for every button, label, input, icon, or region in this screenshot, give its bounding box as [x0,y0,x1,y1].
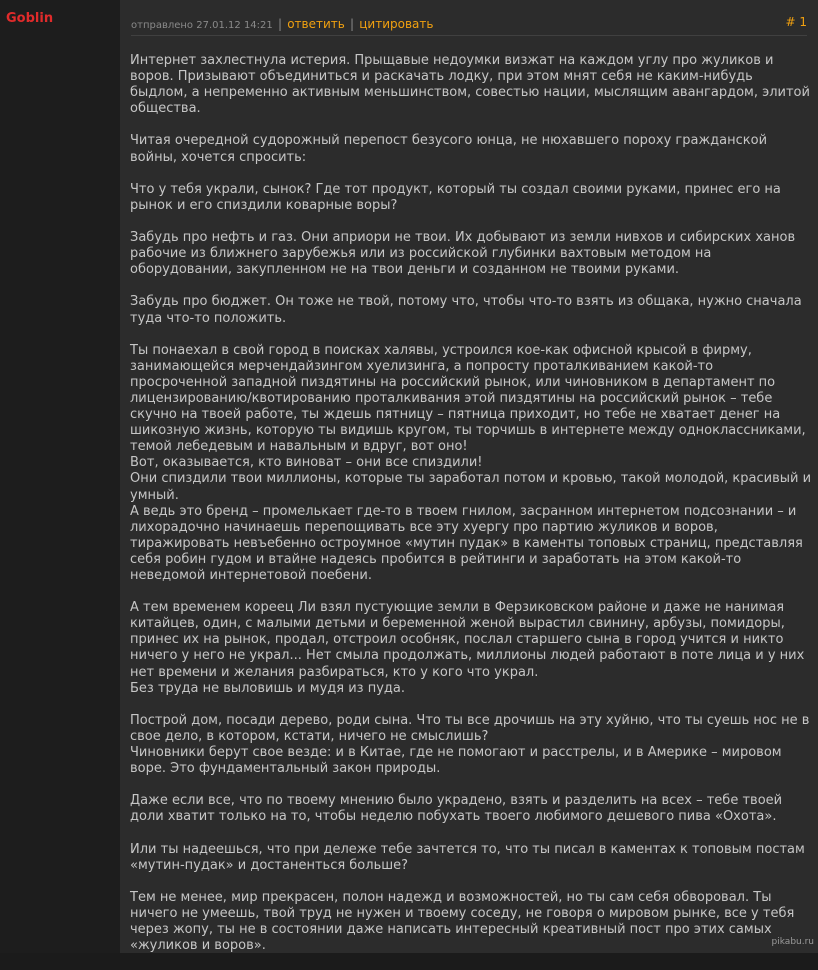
paragraph: Или ты надеешься, что при дележе тебе зачтется то, что ты писал в каментах к топовым постам «мутин-пудак» и достаненться больше? [130,841,805,873]
watermark: pikabu.ru [771,937,814,947]
reply-link[interactable]: ответить [287,17,345,31]
post-date: отправлено 27.01.12 14:21 [131,20,273,31]
post-number-link[interactable]: # 1 [785,15,807,29]
paragraph: Даже если все, что по твоему мнению было украдено, взять и разделить на всех – тебе твоей доли хватит только на то, чтобы неделю побухать твоего любимого дешевого пива «Охота». [130,793,783,825]
paragraph: Ты понаехал в свой город в поисках халявы, устроился кое-как офисной крысой в фирму, занимающейся мерчендайзингом хуелизинга, а попросту проталкиванием какой-то просроченной западной пиздятины на российский рынок, или чиновником в департамент по лицензированию/квотированию проталкивания этой пиздятины на российский рынок – тебе скучно на твоей работе, ты ждешь пятницу – пятница приходит, но тебе не хватает денег на шикозную жизнь, которую ты видишь кругом, ты торчишь в интернете между одноклассниками, темой лебедевым и навальным и вдруг, вот оно! Вот, оказывается, кто виноват – они все спиздили! Они спиздили твои миллионы, которые ты заработал потом и кровью, такой молодой, красивый и умный. А ведь это бренд – промелькает где-то в твоем гнилом, засранном интернетом подсознании – и лихорадочно начинаешь перепощивать все эту хуергу про партию жуликов и воров, тиражировать невъебенно остроумное «мутин пудак» в каменты топовых страниц, представляя себя робин гудом и втайне надеясь пробится в рейтинги и заработать на этом какой-то неведомой интернетовой поебени. [130,342,812,583]
author-column [0,0,120,953]
post-meta [131,17,433,31]
paragraph: Построй дом, посади дерево, роди сына. Что ты все дрочишь на эту хуйню, что ты суешь нос не в свое дело, в котором, кстати, ничего не смыслишь? Чиновники берут свое везде: и в Китае, где не помогают и расстрелы, и в Америке – мировом воре. Это фундаментальный закон природы. [130,712,810,777]
paragraph: Тем не менее, мир прекрасен, полон надежд и возможностей, но ты сам себя обворовал. Ты ничего не умеешь, твой труд не нужен и твоему соседу, не говоря о мировом рынке, все у тебя через жопу, ты не в состоянии даже написать интересный креативный пост про этих самых «жуликов и воров». [130,889,795,954]
post-container [120,0,818,953]
paragraph: Забудь про бюджет. Он тоже не твой, потому что, чтобы что-то взять из общака, нужно сначала туда что-то положить. [130,294,802,326]
author-name[interactable]: Goblin [6,11,54,26]
paragraph: Что у тебя украли, сынок? Где тот продукт, который ты создал своими руками, принес его на рынок и его спиздили коварные воры? [130,181,781,213]
meta-separator: | [350,17,355,31]
meta-separator: | [277,17,282,31]
meta-divider [131,35,807,36]
paragraph: А тем временем кореец Ли взял пустующие земли в Ферзиковском районе и даже не нанимая китайцев, один, с малыми детьми и беременной женой вырастил свинину, арбузы, помидоры, принес их на рынок, продал, отстроил особняк, послал старшего сына в город учится и никто ничего у него не украл... Нет смыла продолжать, миллионы людей работают в поте лица и у них нет времени и желания разбираться, кто у кого что украл. Без труда не выловишь и мудя из пуда. [130,600,805,696]
quote-link[interactable]: цитировать [359,17,434,31]
paragraph: Забудь про нефть и газ. Они априори не твои. Их добывают из земли нивхов и сибирских ханов рабочие из ближнего зарубежья или из российской глубинки вахтовым методом на оборудовании, закупленном не на твои деньги и созданном не твоими руками. [130,230,796,278]
paragraph: Читая очередной судорожный перепост безусого юнца, не нюхавшего пороху гражданской войны, хочется спросить: [130,133,768,165]
post-body [130,53,812,970]
paragraph: Интернет захлестнула истерия. Прыщавые недоумки визжат на каждом углу про жуликов и воров. Призывают объединиться и раскачать лодку, при этом мнят себя не каким-нибудь быдлом, а непременно активным меньшинством, совестью нации, мыслящим авангардом, элитой общества. [130,53,810,117]
